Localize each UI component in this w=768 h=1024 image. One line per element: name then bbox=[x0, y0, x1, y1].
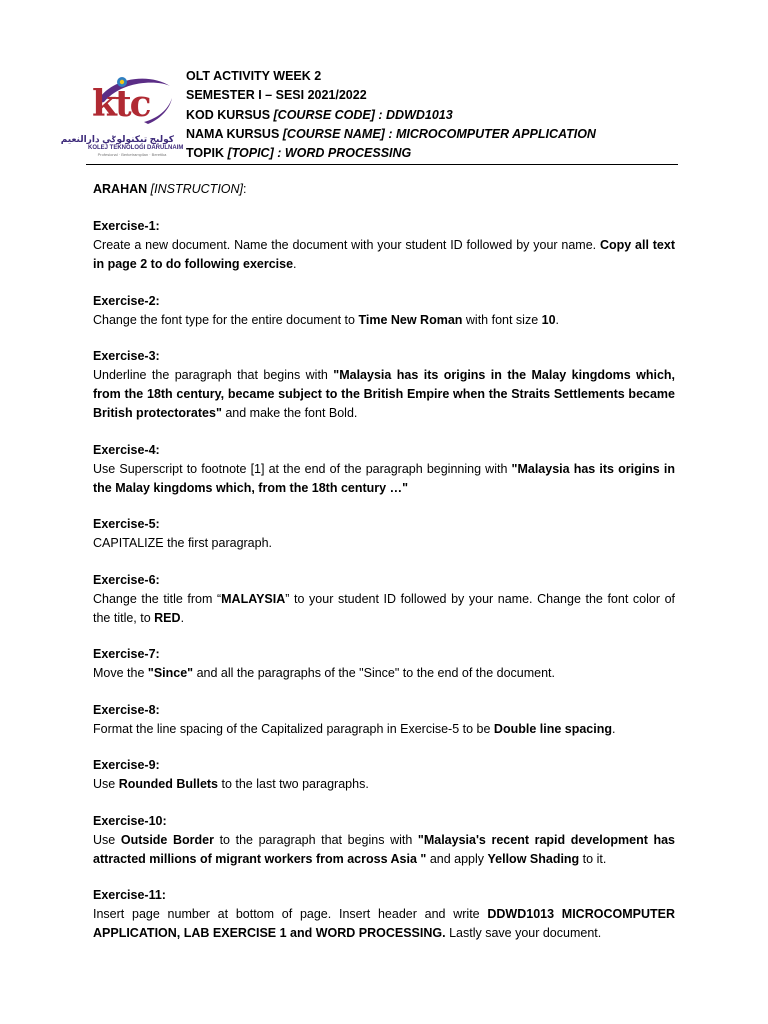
exercise-11 bbox=[93, 886, 675, 943]
document-body bbox=[93, 180, 675, 961]
exercise-body bbox=[93, 311, 675, 330]
exercise-text: and all the paragraphs of the "Since" to the end of the document. bbox=[193, 666, 555, 680]
exercise-body bbox=[93, 460, 675, 498]
exercise-text: Lastly save your document. bbox=[445, 926, 602, 940]
exercise-10 bbox=[93, 812, 675, 869]
exercise-bold-text: "Malaysia's recent rapid development has attracted millions of migrant workers from across Asia " bbox=[93, 832, 676, 866]
logo-arabic-text: كوليج تيكنولوݢي دارالنعيم bbox=[60, 134, 174, 144]
exercise-body bbox=[93, 720, 675, 739]
exercise-body bbox=[93, 775, 675, 794]
instruction-heading bbox=[93, 180, 675, 199]
exercise-title: Exercise-10: bbox=[93, 813, 167, 828]
exercise-2 bbox=[93, 292, 675, 330]
logo-mark: ktc bbox=[92, 83, 150, 125]
exercise-body bbox=[93, 236, 675, 274]
exercise-body bbox=[93, 534, 675, 553]
exercise-3 bbox=[93, 347, 675, 423]
exercise-title: Exercise-9: bbox=[93, 758, 160, 772]
course-code-label: KOD KURSUS bbox=[186, 107, 274, 122]
exercise-text: Change the title from “ bbox=[93, 591, 222, 606]
exercise-text: Create a new document. Name the document with your student ID followed by your name. bbox=[93, 238, 600, 252]
instruction-label: ARAHAN bbox=[93, 182, 148, 196]
exercise-text: Format the line spacing of the Capitalized paragraph in Exercise-5 to be bbox=[93, 721, 494, 736]
exercise-title: Exercise-8: bbox=[93, 702, 160, 717]
activity-title: OLT ACTIVITY WEEK 2 bbox=[186, 69, 322, 83]
exercise-title: Exercise-1: bbox=[93, 219, 160, 233]
exercise-text: . bbox=[180, 610, 185, 625]
exercise-text: . bbox=[612, 721, 616, 736]
exercise-text: to the paragraph that begins with bbox=[213, 832, 418, 847]
course-name-line bbox=[186, 125, 678, 144]
exercise-bold-text: "Malaysia has its origins in the Malay kingdoms which, from the 18th century …" bbox=[93, 461, 675, 495]
exercise-bold-text: "Malaysia has its origins in the Malay kingdoms which, from the 18th century, became subject to the British Empire when the Straits Settlements became British protectorates" bbox=[93, 368, 675, 420]
exercise-bold-text: MALAYSIA bbox=[221, 591, 286, 606]
exercise-text: CAPITALIZE the first paragraph. bbox=[93, 536, 273, 550]
exercise-bold-text: RED bbox=[154, 610, 181, 625]
exercise-body bbox=[93, 664, 675, 683]
course-name-value: [COURSE NAME] : MICROCOMPUTER APPLICATION bbox=[282, 126, 596, 141]
exercise-title: Exercise-7: bbox=[93, 647, 160, 661]
exercise-title: Exercise-5: bbox=[93, 517, 160, 531]
instruction-italic: [INSTRUCTION] bbox=[150, 182, 244, 196]
exercise-1 bbox=[93, 217, 675, 274]
course-code-value: [COURSE CODE] : DDWD1013 bbox=[273, 107, 453, 122]
exercise-text: to it. bbox=[579, 851, 607, 866]
logo-institution: KOLEJ TEKNOLOGI DARULNAIM bbox=[88, 145, 184, 151]
exercise-text: . bbox=[555, 312, 560, 327]
exercise-list bbox=[93, 217, 675, 943]
exercise-body bbox=[93, 366, 675, 423]
exercise-text: Insert page number at bottom of page. Insert header and write bbox=[93, 907, 488, 921]
exercise-text: Underline the paragraph that begins with bbox=[93, 368, 334, 382]
exercise-title: Exercise-3: bbox=[93, 349, 160, 363]
exercise-bold-text: "Since" bbox=[147, 666, 194, 680]
exercise-text: Use bbox=[93, 777, 119, 791]
logo-tagline: Profesional · Berketrampilan · Beretika bbox=[97, 152, 167, 157]
exercise-bold-text: Outside Border bbox=[120, 832, 214, 847]
exercise-text: Change the font type for the entire document to bbox=[93, 312, 359, 327]
exercise-bold-text: Copy all text in page 2 to do following exercise bbox=[93, 238, 675, 271]
exercise-title: Exercise-11: bbox=[93, 888, 166, 902]
topic-line bbox=[186, 144, 678, 163]
exercise-title: Exercise-6: bbox=[93, 572, 160, 587]
instruction-suffix: : bbox=[243, 182, 247, 196]
exercise-bold-text: Time New Roman bbox=[358, 312, 463, 327]
semester-line: SEMESTER I – SESI 2021/2022 bbox=[186, 88, 367, 103]
exercise-text: Use Superscript to footnote [1] at the end of the paragraph beginning with bbox=[93, 461, 512, 476]
header-text-block bbox=[186, 67, 678, 163]
exercise-5 bbox=[93, 515, 675, 553]
exercise-9 bbox=[93, 756, 675, 794]
topic-label: TOPIK bbox=[186, 146, 228, 161]
exercise-4 bbox=[93, 441, 675, 498]
exercise-bold-text: 10 bbox=[541, 312, 556, 327]
exercise-body bbox=[93, 831, 675, 869]
exercise-body bbox=[93, 905, 675, 943]
exercise-6 bbox=[93, 571, 675, 628]
course-name-label: NAMA KURSUS bbox=[186, 126, 283, 141]
exercise-8 bbox=[93, 701, 675, 739]
exercise-title: Exercise-2: bbox=[93, 293, 160, 308]
exercise-text: ” to your student ID followed by your name. Change the font color of the title, to bbox=[93, 591, 675, 625]
exercise-text: to the last two paragraphs. bbox=[218, 777, 369, 791]
exercise-text: . bbox=[293, 257, 297, 271]
exercise-7 bbox=[93, 645, 675, 683]
exercise-text: with font size bbox=[462, 312, 542, 327]
exercise-title: Exercise-4: bbox=[93, 442, 160, 457]
exercise-text: and apply bbox=[426, 851, 488, 866]
exercise-bold-text: Yellow Shading bbox=[487, 851, 580, 866]
document-header bbox=[60, 64, 678, 165]
exercise-bold-text: Double line spacing bbox=[493, 721, 612, 736]
exercise-text: Move the bbox=[93, 666, 148, 680]
ktc-logo bbox=[60, 74, 184, 158]
exercise-bold-text: Rounded Bullets bbox=[118, 777, 219, 791]
exercise-text: Use bbox=[93, 832, 121, 847]
course-code-line bbox=[186, 106, 678, 125]
exercise-body bbox=[93, 590, 675, 628]
exercise-bold-text: DDWD1013 MICROCOMPUTER APPLICATION, LAB EXERCISE 1 and WORD PROCESSING. bbox=[93, 907, 675, 940]
topic-value: [TOPIC] : WORD PROCESSING bbox=[227, 146, 412, 161]
exercise-text: and make the font Bold. bbox=[221, 406, 358, 420]
